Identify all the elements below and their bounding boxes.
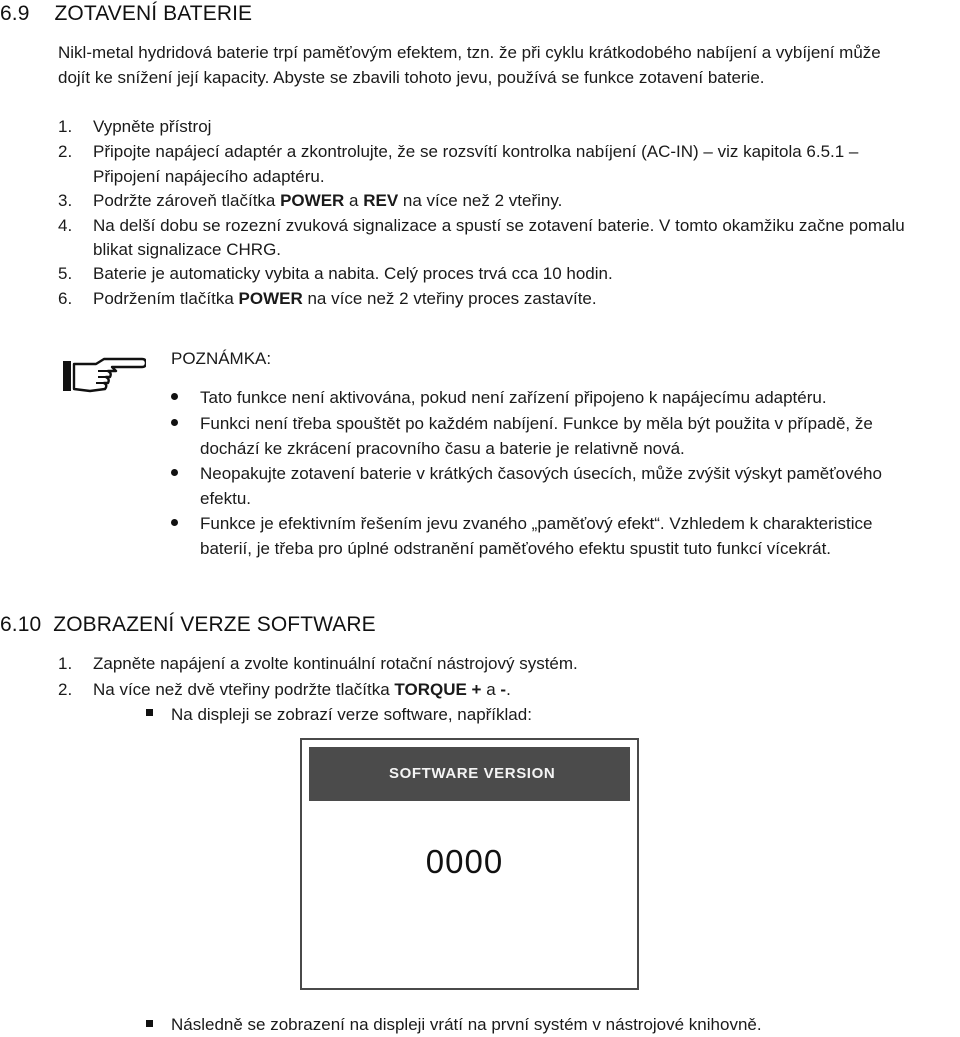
step-number: 1. [58,117,73,136]
software-version-display [300,738,639,990]
bullet-icon [171,519,178,526]
display-value: 0000 [425,843,504,880]
note-bullet-text: Funkce je efektivním řešením jevu zvaného „paměťový efekt“. Vzhledem k charakteristice [200,514,873,533]
bullet-icon [171,419,178,426]
note-title: POZNÁMKA: [171,349,272,368]
step-text: Na více než dvě vteřiny podržte tlačítka TORQUE + a -. [93,680,511,699]
note-bullet-text: dochází ke zkrácení pracovního času a baterie je relativně nová. [200,439,685,458]
sub-bullet-text: Na displeji se zobrazí verze software, například: [171,705,532,724]
step-number: 1. [58,654,73,673]
step-text: Na delší dobu se rozezní zvuková signalizace a spustí se zotavení baterie. V tomto okamžiku začne pomalu [93,216,905,235]
step-text: Připojte napájecí adaptér a zkontrolujte, že se rozsvítí kontrolka nabíjení (AC-IN) – viz kapitola 6.5.1 – [93,142,859,161]
step-number: 2. [58,142,73,161]
section-title: ZOBRAZENÍ VERZE SOFTWARE [53,613,376,636]
section-heading [0,613,376,637]
step-text: Podržením tlačítka POWER na více než 2 vteřiny proces zastavíte. [93,289,597,308]
step-number: 4. [58,216,73,235]
note-bullet-text: Neopakujte zotavení baterie v krátkých časových úsecích, může zvýšit výskyt paměťového [200,464,882,483]
square-bullet-icon [146,1020,153,1027]
bullet-icon [171,393,178,400]
intro-line: dojít ke snížení její kapacity. Abyste se zbavili tohoto jevu, používá se funkce zotavení baterie. [58,68,765,87]
step-text: Podržte zároveň tlačítka POWER a REV na více než 2 vteřiny. [93,191,563,210]
step-text: Připojení napájecího adaptéru. [93,167,325,186]
step-text: Vypněte přístroj [93,117,212,136]
note-bullet-text: Tato funkce není aktivována, pokud není zařízení připojeno k napájecímu adaptéru. [200,388,827,407]
key-name: REV [363,191,399,210]
square-bullet-icon [146,709,153,716]
step-number: 5. [58,264,73,283]
note-bullet-text: Funkci není třeba spouštět po každém nabíjení. Funkce by měla být použita v případě, že [200,414,873,433]
bullet-icon [171,469,178,476]
step-text: Zapněte napájení a zvolte kontinuální rotační nástrojový systém. [93,654,578,673]
note-bullet-text: baterií, je třeba pro úplné odstranění paměťového efektu spustit tuto funkcí vícekrát. [200,539,832,558]
step-number: 2. [58,680,73,699]
section-heading [0,2,252,26]
intro-paragraph [58,40,881,90]
key-name: - [500,680,507,699]
note-bullet-text: efektu. [200,489,252,508]
key-name: TORQUE + [394,680,482,699]
key-name: POWER [238,289,303,308]
final-bullet-text: Následně se zobrazení na displeji vrátí na první systém v nástrojové knihovně. [171,1015,762,1034]
step-number: 3. [58,191,73,210]
intro-line: Nikl-metal hydridová baterie trpí paměťovým efektem, tzn. že při cyklu krátkodobého nabíjení a vybíjení může [58,43,881,62]
section-title: ZOTAVENÍ BATERIE [54,2,253,25]
pointing-hand-icon [60,355,146,397]
section-number: 6.10 [0,613,42,636]
display-header: SOFTWARE VERSION [309,747,630,801]
step-text: Baterie je automaticky vybita a nabita. Celý proces trvá cca 10 hodin. [93,264,613,283]
step-text: blikat signalizace CHRG. [93,240,282,259]
step-number: 6. [58,289,73,308]
section-number: 6.9 [0,2,30,25]
key-name: POWER [280,191,345,210]
